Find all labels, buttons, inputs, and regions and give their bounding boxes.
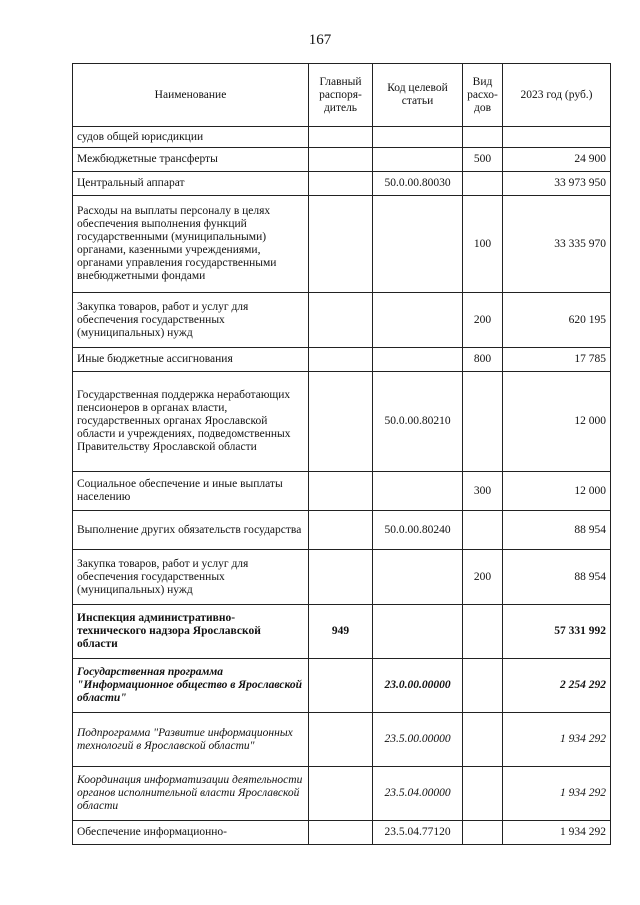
cell-sum: 12 000: [503, 372, 611, 472]
cell-name: судов общей юрисдикции: [73, 127, 309, 148]
cell-name: Социальное обеспечение и иные выплаты населению: [73, 472, 309, 511]
cell-expense-type: [463, 821, 503, 845]
cell-main-manager: [309, 348, 373, 372]
cell-sum: 17 785: [503, 348, 611, 372]
cell-sum: 57 331 992: [503, 605, 611, 659]
cell-target-code: 23.5.04.00000: [373, 767, 463, 821]
table-row: [73, 659, 611, 713]
cell-name: Подпрограмма "Развитие информационных технологий в Ярославской области": [73, 713, 309, 767]
cell-main-manager: 949: [309, 605, 373, 659]
cell-name: Иные бюджетные ассигнования: [73, 348, 309, 372]
cell-expense-type: [463, 767, 503, 821]
cell-main-manager: [309, 511, 373, 550]
cell-sum: 1 934 292: [503, 821, 611, 845]
cell-expense-type: [463, 511, 503, 550]
cell-sum: 620 195: [503, 293, 611, 348]
cell-main-manager: [309, 713, 373, 767]
cell-main-manager: [309, 172, 373, 196]
cell-main-manager: [309, 767, 373, 821]
cell-sum: 88 954: [503, 550, 611, 605]
cell-main-manager: [309, 472, 373, 511]
cell-name: Государственная программа "Информационное общество в Ярославской области": [73, 659, 309, 713]
cell-target-code: [373, 605, 463, 659]
page-number: 167: [308, 32, 332, 48]
header-main-manager: Главный распоря-дитель: [309, 64, 373, 127]
cell-expense-type: [463, 127, 503, 148]
table-row: [73, 372, 611, 472]
cell-expense-type: 200: [463, 550, 503, 605]
table-header-row: [73, 64, 611, 127]
cell-sum: [503, 127, 611, 148]
cell-target-code: [373, 127, 463, 148]
cell-target-code: [373, 550, 463, 605]
table-row: [73, 348, 611, 372]
cell-target-code: 50.0.00.80240: [373, 511, 463, 550]
cell-name: Выполнение других обязательств государства: [73, 511, 309, 550]
header-target-code: Код целевой статьи: [373, 64, 463, 127]
cell-target-code: [373, 348, 463, 372]
cell-main-manager: [309, 127, 373, 148]
cell-name: Межбюджетные трансферты: [73, 148, 309, 172]
cell-main-manager: [309, 148, 373, 172]
table-row: [73, 713, 611, 767]
table-row: [73, 821, 611, 845]
cell-expense-type: 200: [463, 293, 503, 348]
cell-sum: 33 973 950: [503, 172, 611, 196]
cell-name: Инспекция административно-технического надзора Ярославской области: [73, 605, 309, 659]
cell-name: Центральный аппарат: [73, 172, 309, 196]
table-row: [73, 605, 611, 659]
cell-name: Закупка товаров, работ и услуг для обеспечения государственных (муниципальных) нужд: [73, 293, 309, 348]
cell-main-manager: [309, 821, 373, 845]
cell-sum: 33 335 970: [503, 196, 611, 293]
cell-name: Закупка товаров, работ и услуг для обеспечения государственных (муниципальных) нужд: [73, 550, 309, 605]
cell-name: Расходы на выплаты персоналу в целях обеспечения выполнения функций государственными (муниципальными) органами, казенными учреждениями, органами управления государственными внебюджетными фондами: [73, 196, 309, 293]
table-row: [73, 550, 611, 605]
table-row: [73, 148, 611, 172]
header-name: Наименование: [73, 64, 309, 127]
table-row: [73, 293, 611, 348]
cell-expense-type: [463, 605, 503, 659]
header-sum-2023: 2023 год (руб.): [503, 64, 611, 127]
table-row: [73, 767, 611, 821]
cell-sum: 1 934 292: [503, 767, 611, 821]
cell-target-code: [373, 196, 463, 293]
cell-target-code: 50.0.00.80030: [373, 172, 463, 196]
cell-target-code: 50.0.00.80210: [373, 372, 463, 472]
cell-target-code: 23.5.00.00000: [373, 713, 463, 767]
cell-expense-type: [463, 372, 503, 472]
cell-main-manager: [309, 372, 373, 472]
cell-expense-type: [463, 713, 503, 767]
table-row: [73, 196, 611, 293]
table-row: [73, 472, 611, 511]
cell-name: Обеспечение информационно-: [73, 821, 309, 845]
cell-sum: 1 934 292: [503, 713, 611, 767]
cell-expense-type: 300: [463, 472, 503, 511]
cell-name: Государственная поддержка неработающих пенсионеров в органах власти, государственных органах Ярославской области и учреждениях, подведомственных Правительству Ярославской области: [73, 372, 309, 472]
cell-target-code: [373, 472, 463, 511]
cell-expense-type: 100: [463, 196, 503, 293]
cell-expense-type: [463, 659, 503, 713]
budget-table: [72, 63, 611, 845]
cell-sum: 24 900: [503, 148, 611, 172]
cell-main-manager: [309, 550, 373, 605]
table-row: [73, 127, 611, 148]
cell-sum: 88 954: [503, 511, 611, 550]
cell-target-code: 23.0.00.00000: [373, 659, 463, 713]
cell-expense-type: [463, 172, 503, 196]
cell-main-manager: [309, 293, 373, 348]
cell-target-code: [373, 293, 463, 348]
cell-expense-type: 500: [463, 148, 503, 172]
cell-target-code: [373, 148, 463, 172]
cell-main-manager: [309, 196, 373, 293]
table-row: [73, 172, 611, 196]
table-body: [73, 127, 611, 845]
cell-expense-type: 800: [463, 348, 503, 372]
cell-target-code: 23.5.04.77120: [373, 821, 463, 845]
cell-sum: 12 000: [503, 472, 611, 511]
cell-main-manager: [309, 659, 373, 713]
cell-name: Координация информатизации деятельности органов исполнительной власти Ярославской области: [73, 767, 309, 821]
header-expense-type: Вид расхо-дов: [463, 64, 503, 127]
table-row: [73, 511, 611, 550]
cell-sum: 2 254 292: [503, 659, 611, 713]
